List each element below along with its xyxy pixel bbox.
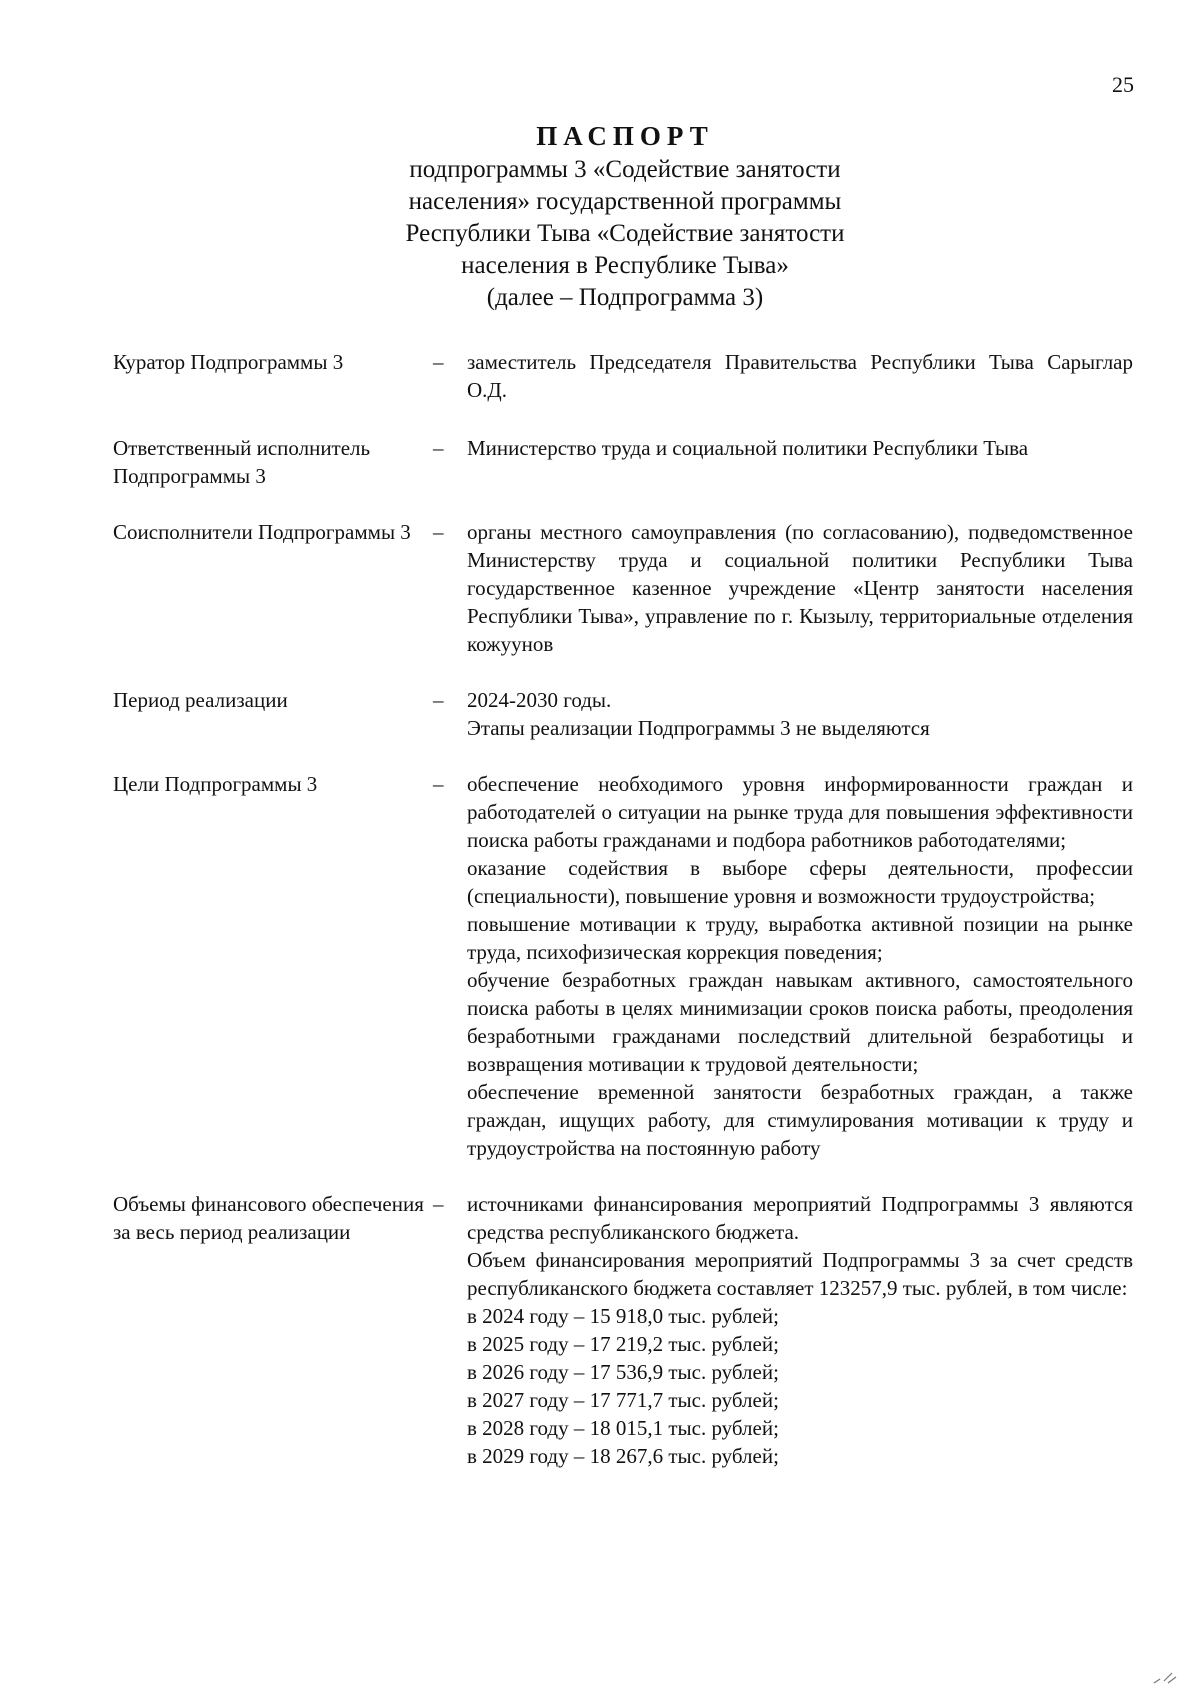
subtitle-line: населения» государственной программы bbox=[408, 188, 842, 215]
row-dash: – bbox=[433, 350, 444, 374]
financing-year-item: в 2026 году – 17 536,9 тыс. рублей; bbox=[467, 1360, 779, 1384]
value-line: обеспечение необходимого уровня информированности граждан и работодателей о ситуации на рынке труда для повышения эффективности поиска работы гражданами и подбора работников работодателями; bbox=[467, 772, 1133, 852]
row-label: Объемы финансового обеспечения за весь период реализации bbox=[113, 1192, 424, 1244]
subtitle-line: (далее – Подпрограмма 3) bbox=[486, 284, 764, 311]
row-goals bbox=[113, 770, 1133, 1162]
row-value: заместитель Председателя Правительства Республики Тыва Сарыглар О.Д. bbox=[467, 350, 1133, 402]
row-label: Цели Подпрограммы 3 bbox=[113, 772, 318, 796]
row-value: органы местного самоуправления (по согласованию), подведомственное Министерству труда и социальной политики Республики Тыва государственное казенное учреждение «Центр занятости населения Республики Тыва», управление по г. Кызылу, территориальные отделения кожуунов bbox=[467, 520, 1133, 656]
value-line: 2024-2030 годы. bbox=[467, 688, 612, 712]
financing-year-item: в 2027 году – 17 771,7 тыс. рублей; bbox=[467, 1388, 779, 1412]
title-block bbox=[0, 118, 1200, 314]
row-label: Куратор Подпрограммы 3 bbox=[113, 350, 344, 374]
page-title: ПАСПОРТ bbox=[536, 121, 714, 151]
row-value bbox=[467, 770, 1133, 1162]
row-label: Период реализации bbox=[113, 688, 288, 712]
row-value: Министерство труда и социальной политики Республики Тыва bbox=[467, 436, 1029, 460]
financing-year-item: в 2029 году – 18 267,6 тыс. рублей; bbox=[467, 1444, 779, 1468]
value-line: Объем финансирования мероприятий Подпрограммы 3 за счет средств республиканского бюджета составляет 123257,9 тыс. рублей, в том числе: bbox=[467, 1248, 1133, 1300]
value-line: оказание содействия в выборе сферы деятельности, профессии (специальности), повышение уровня и возможности трудоустройства; bbox=[467, 856, 1133, 908]
row-value bbox=[467, 1190, 1133, 1470]
row-dash: – bbox=[433, 520, 444, 544]
row-responsible-executor bbox=[113, 434, 1133, 490]
row-co-executors bbox=[113, 518, 1133, 658]
row-dash: – bbox=[433, 1192, 444, 1216]
row-dash: – bbox=[433, 436, 444, 460]
financing-year-item: в 2024 году – 15 918,0 тыс. рублей; bbox=[467, 1304, 779, 1328]
page-number: 25 bbox=[1112, 72, 1134, 97]
financing-year-item: в 2025 году – 17 219,2 тыс. рублей; bbox=[467, 1332, 779, 1356]
subtitle-line: подпрограммы 3 «Содействие занятости bbox=[409, 156, 841, 183]
value-line: источниками финансирования мероприятий Подпрограммы 3 являются средства республиканского бюджета. bbox=[467, 1192, 1133, 1244]
row-period bbox=[113, 686, 1133, 742]
value-line: обеспечение временной занятости безработных граждан, а также граждан, ищущих работу, для стимулирования мотивации к труду и трудоустройства на постоянную работу bbox=[467, 1080, 1133, 1160]
scan-artifact-mark bbox=[1150, 1667, 1180, 1687]
subtitle-line: населения в Республике Тыва» bbox=[461, 252, 789, 279]
value-line: повышение мотивации к труду, выработка активной позиции на рынке труда, психофизическая коррекция поведения; bbox=[467, 912, 1133, 964]
row-dash: – bbox=[433, 772, 444, 796]
row-financing bbox=[113, 1190, 1133, 1470]
row-label: Ответственный исполнитель Подпрограммы 3 bbox=[113, 436, 371, 488]
subtitle-line: Республики Тыва «Содействие занятости bbox=[405, 220, 845, 247]
row-dash: – bbox=[433, 688, 444, 712]
financing-years-list bbox=[467, 1302, 1133, 1470]
financing-year-item: в 2028 году – 18 015,1 тыс. рублей; bbox=[467, 1416, 779, 1440]
row-curator bbox=[113, 348, 1133, 404]
row-value bbox=[467, 686, 1133, 742]
value-line: Этапы реализации Подпрограммы 3 не выделяются bbox=[467, 716, 930, 740]
row-label: Соисполнители Подпрограммы 3 bbox=[113, 520, 411, 544]
value-line: обучение безработных граждан навыкам активного, самостоятельного поиска работы в целях минимизации сроков поиска работы, преодоления безработными гражданами последствий длительной безработицы и возвращения мотивации к трудовой деятельности; bbox=[467, 968, 1133, 1076]
passport-table bbox=[113, 348, 1133, 1470]
